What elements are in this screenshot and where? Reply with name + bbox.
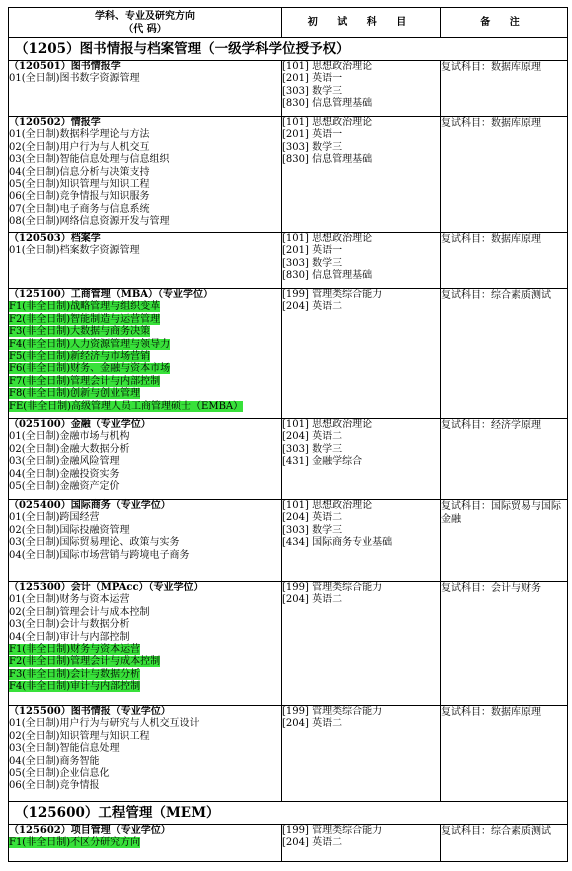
- research-direction-text: 03(全日制)会计与数据分析: [9, 619, 130, 631]
- remarks-cell: [441, 419, 568, 500]
- research-direction-text: F1(非全日制)战略管理与组织变革: [9, 301, 161, 313]
- research-direction-text: 08(全日制)网络信息资源开发与管理: [9, 216, 170, 228]
- research-direction: [9, 351, 281, 363]
- research-direction: [9, 339, 281, 351]
- research-direction: [9, 780, 281, 792]
- exam-subject: [201] 英语一: [282, 73, 343, 85]
- research-direction-text: 05(全日制)企业信息化: [9, 768, 110, 780]
- program-row: [9, 61, 568, 117]
- program-title: （125100）工商管理（MBA）（专业学位）: [9, 289, 214, 300]
- retest-subject-note: 复试科目：会计与财务: [441, 583, 541, 594]
- program-title: （125500）图书情报（专业学位）: [9, 706, 171, 717]
- header-remarks: 备 注: [441, 8, 568, 38]
- exam-subjects-cell: [282, 500, 441, 582]
- exam-subjects-cell: [282, 825, 441, 862]
- research-direction-text: 02(全日制)知识管理与知识工程: [9, 730, 150, 742]
- research-direction-text: 03(全日制)智能信息处理: [9, 743, 120, 755]
- retest-subject-note: 复试科目：国际贸易与国际金融: [441, 501, 561, 525]
- table-header-row: [9, 8, 568, 38]
- research-direction: [9, 314, 281, 326]
- exam-subjects-cell: [282, 289, 441, 419]
- exam-subject: [830] 信息管理基础: [282, 270, 373, 282]
- research-direction: [9, 73, 281, 85]
- exam-subjects-cell: [282, 233, 441, 289]
- exam-subject: [101] 思想政治理论: [282, 500, 373, 511]
- program-cell: [9, 706, 282, 802]
- research-direction-text: 03(全日制)智能信息处理与信息组织: [9, 154, 170, 166]
- research-direction-text: 02(全日制)管理会计与成本控制: [9, 606, 150, 618]
- remarks-cell: [441, 233, 568, 289]
- exam-subject: [204] 英语二: [282, 512, 343, 524]
- research-direction-text: F1(非全日制)不区分研究方向: [9, 837, 141, 849]
- research-direction-text: 06(全日制)竞争情报与知识服务: [9, 191, 150, 203]
- program-cell: [9, 117, 282, 233]
- section-title: （1205）图书情报与档案管理（一级学科学位授予权）: [9, 38, 568, 61]
- research-direction-text: 01(全日制)跨国经营: [9, 512, 100, 524]
- program-row: [9, 706, 568, 802]
- research-direction-text: 02(全日制)金融大数据分析: [9, 443, 130, 455]
- program-cell: [9, 825, 282, 862]
- program-row: [9, 233, 568, 289]
- program-row: [9, 582, 568, 706]
- section-header-row: [9, 38, 568, 61]
- section-title: （125600）工程管理（MEM）: [9, 802, 568, 825]
- exam-subject: [303] 数学三: [282, 443, 343, 455]
- research-direction: [9, 607, 281, 619]
- remarks-cell: [441, 289, 568, 419]
- exam-subject: [199] 管理类综合能力: [282, 289, 383, 300]
- research-direction-text: 01(全日制)财务与资本运营: [9, 594, 130, 606]
- research-direction: [9, 550, 281, 562]
- research-direction-text: 03(全日制)国际贸易理论、政策与实务: [9, 537, 180, 549]
- research-direction: [9, 216, 281, 228]
- research-direction-text: F4(非全日制)审计与内部控制: [9, 681, 141, 693]
- program-cell: [9, 582, 282, 706]
- research-direction-text: 05(全日制)知识管理与知识工程: [9, 179, 150, 191]
- program-cell: [9, 233, 282, 289]
- exam-subject: [101] 思想政治理论: [282, 233, 373, 244]
- remarks-cell: [441, 825, 568, 862]
- exam-subject: [199] 管理类综合能力: [282, 825, 383, 836]
- admission-table: [8, 7, 568, 862]
- research-direction-text: F8(非全日制)创新与创业管理: [9, 388, 141, 400]
- research-direction-text: F3(非全日制)会计与数据分析: [9, 668, 141, 680]
- exam-subject: [830] 信息管理基础: [282, 98, 373, 110]
- research-direction: [9, 681, 281, 693]
- research-direction-text: F5(非全日制)新经济与市场营销: [9, 351, 151, 363]
- research-direction-text: 01(全日制)数据科学理论与方法: [9, 129, 150, 141]
- program-row: [9, 500, 568, 582]
- research-direction: [9, 837, 281, 849]
- research-direction: [9, 768, 281, 780]
- research-direction-text: 01(全日制)金融市场与机构: [9, 431, 130, 443]
- research-direction: [9, 191, 281, 203]
- program-title: （120501）图书情报学: [9, 61, 121, 72]
- program-title: （025400）国际商务（专业学位）: [9, 500, 171, 511]
- research-direction-text: 03(全日制)金融风险管理: [9, 456, 120, 468]
- research-direction: [9, 301, 281, 313]
- research-direction: [9, 376, 281, 388]
- exam-subjects-cell: [282, 706, 441, 802]
- research-direction-text: F2(非全日制)智能制造与运营管理: [9, 313, 161, 325]
- program-row: [9, 289, 568, 419]
- research-direction: [9, 129, 281, 141]
- program-cell: [9, 289, 282, 419]
- exam-subjects-cell: [282, 582, 441, 706]
- retest-subject-note: 复试科目：数据库原理: [441, 234, 541, 245]
- retest-subject-note: 复试科目：数据库原理: [441, 62, 541, 73]
- retest-subject-note: 复试科目：数据库原理: [441, 118, 541, 129]
- exam-subject: [201] 英语一: [282, 245, 343, 257]
- remarks-cell: [441, 500, 568, 582]
- exam-subject: [303] 数学三: [282, 85, 343, 97]
- research-direction: [9, 718, 281, 730]
- research-direction-text: 01(全日制)档案数字资源管理: [9, 245, 140, 257]
- research-direction-text: 06(全日制)竞争情报: [9, 780, 100, 792]
- research-direction-text: 01(全日制)图书数字资源管理: [9, 73, 140, 85]
- program-cell: [9, 419, 282, 500]
- research-direction: [9, 632, 281, 644]
- research-direction: [9, 326, 281, 338]
- exam-subjects-cell: [282, 117, 441, 233]
- exam-subject: [101] 思想政治理论: [282, 61, 373, 72]
- research-direction: [9, 594, 281, 606]
- retest-subject-note: 复试科目：综合素质测试: [441, 826, 551, 837]
- exam-subject: [101] 思想政治理论: [282, 117, 373, 128]
- program-row: [9, 825, 568, 862]
- exam-subject: [431] 金融学综合: [282, 456, 363, 468]
- exam-subject: [204] 英语二: [282, 718, 343, 730]
- research-direction-text: F3(非全日制)大数据与商务决策: [9, 326, 151, 338]
- research-direction: [9, 179, 281, 191]
- section-header-row: [9, 802, 568, 825]
- research-direction: [9, 656, 281, 668]
- research-direction-text: 04(全日制)审计与内部控制: [9, 631, 130, 643]
- exam-subject: [201] 英语一: [282, 129, 343, 141]
- research-direction: [9, 363, 281, 375]
- table-body: [9, 38, 568, 862]
- remarks-cell: [441, 61, 568, 117]
- exam-subject: [204] 英语二: [282, 594, 343, 606]
- research-direction: [9, 142, 281, 154]
- exam-subject: [303] 数学三: [282, 257, 343, 269]
- research-direction-text: 05(全日制)金融资产定价: [9, 481, 120, 493]
- research-direction-text: F1(非全日制)财务与资本运营: [9, 644, 141, 656]
- research-direction-text: F2(非全日制)管理会计与成本控制: [9, 656, 161, 668]
- exam-subject: [204] 英语二: [282, 837, 343, 849]
- research-direction: [9, 481, 281, 493]
- research-direction-text: 04(全日制)商务智能: [9, 755, 100, 767]
- research-direction-text: F7(非全日制)管理会计与内部控制: [9, 375, 161, 387]
- retest-subject-note: 复试科目：综合素质测试: [441, 290, 551, 301]
- research-direction-text: 04(全日制)信息分析与决策支持: [9, 166, 150, 178]
- remarks-cell: [441, 117, 568, 233]
- research-direction: [9, 525, 281, 537]
- exam-subjects-cell: [282, 61, 441, 117]
- research-direction: [9, 388, 281, 400]
- research-direction: [9, 512, 281, 524]
- program-row: [9, 419, 568, 500]
- research-direction-text: 07(全日制)电子商务与信息系统: [9, 203, 150, 215]
- remarks-cell: [441, 706, 568, 802]
- remarks-cell: [441, 582, 568, 706]
- research-direction: [9, 743, 281, 755]
- exam-subject: [101] 思想政治理论: [282, 419, 373, 430]
- research-direction: [9, 167, 281, 179]
- program-title: （025100）金融（专业学位）: [9, 419, 151, 430]
- program-cell: [9, 500, 282, 582]
- program-cell: [9, 61, 282, 117]
- exam-subject: [434] 国际商务专业基础: [282, 537, 393, 549]
- header-exam-subjects: 初 试 科 目: [282, 8, 441, 38]
- research-direction-text: 02(全日制)用户行为与人机交互: [9, 141, 150, 153]
- research-direction-text: 04(全日制)金融投资实务: [9, 468, 120, 480]
- program-title: （120503）档案学: [9, 233, 101, 244]
- research-direction: [9, 619, 281, 631]
- exam-subject: [199] 管理类综合能力: [282, 582, 383, 593]
- research-direction: [9, 731, 281, 743]
- research-direction: [9, 204, 281, 216]
- research-direction: [9, 669, 281, 681]
- exam-subject: [204] 英语二: [282, 301, 343, 313]
- exam-subject: [830] 信息管理基础: [282, 154, 373, 166]
- exam-subject: [303] 数学三: [282, 524, 343, 536]
- research-direction: [9, 431, 281, 443]
- research-direction-text: F6(非全日制)财务、金融与资本市场: [9, 363, 171, 375]
- research-direction: [9, 401, 281, 413]
- header-discipline: 学科、专业及研究方向 （代 码）: [9, 8, 282, 38]
- research-direction-text: 02(全日制)国际投融资管理: [9, 524, 130, 536]
- research-direction: [9, 469, 281, 481]
- program-title: （125602）项目管理（专业学位）: [9, 825, 171, 836]
- exam-subjects-cell: [282, 419, 441, 500]
- retest-subject-note: 复试科目：数据库原理: [441, 707, 541, 718]
- exam-subject: [204] 英语二: [282, 431, 343, 443]
- program-title: （125300）会计（MPAcc）（专业学位）: [9, 582, 204, 593]
- research-direction: [9, 644, 281, 656]
- program-row: [9, 117, 568, 233]
- research-direction-text: F4(非全日制)人力资源管理与领导力: [9, 338, 171, 350]
- retest-subject-note: 复试科目：经济学原理: [441, 420, 541, 431]
- research-direction-text: 01(全日制)用户行为与研究与人机交互设计: [9, 718, 200, 730]
- exam-subject: [303] 数学三: [282, 141, 343, 153]
- research-direction-text: FE(非全日制)高级管理人员工商管理硕士（EMBA）: [9, 400, 244, 412]
- research-direction: [9, 245, 281, 257]
- research-direction: [9, 456, 281, 468]
- research-direction: [9, 154, 281, 166]
- exam-subject: [199] 管理类综合能力: [282, 706, 383, 717]
- research-direction: [9, 537, 281, 549]
- program-title: （120502）情报学: [9, 117, 101, 128]
- research-direction: [9, 444, 281, 456]
- research-direction-text: 04(全日制)国际市场营销与跨境电子商务: [9, 549, 190, 561]
- research-direction: [9, 756, 281, 768]
